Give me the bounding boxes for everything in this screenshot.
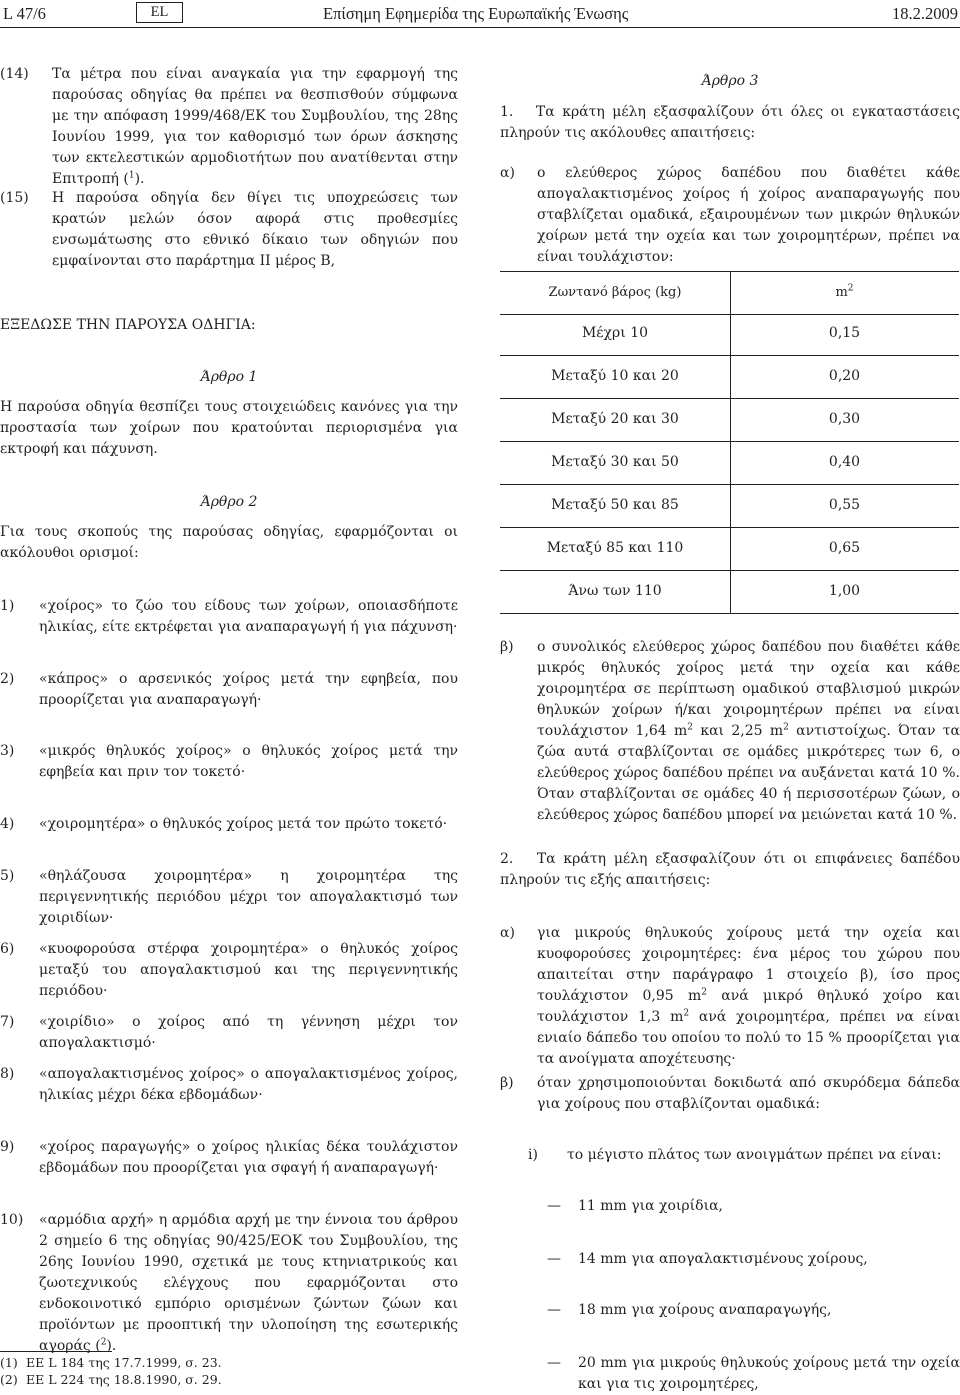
- enacting-formula: ΕΞΕΔΩΣΕ ΤΗΝ ΠΑΡΟΥΣΑ ΟΔΗΓΙΑ:: [0, 317, 256, 333]
- footnote-ref: 1: [128, 170, 135, 181]
- definition-item: 7) «χοιρίδιο» ο χοίρος από τη γέννηση μέχρι τον απογαλακτισμό·: [0, 1014, 458, 1051]
- dash-item: — 18 mm για χοίρους αναπαραγωγής,: [547, 1302, 832, 1318]
- footnote-ref: 2: [100, 1337, 107, 1348]
- point-a: α) ο ελεύθερος χώρος δαπέδου που διαθέτει κάθε απογαλακτισμένος χοίρος ή χοίρος αναπαραγωγής που σταβλίζεται ομαδικά, εξαιρουμένων των μικρών θηλυκών χοίρων μετά την οχεία και των χοιρομητέρων, πρέπει να είναι τουλάχιστον:: [500, 165, 960, 265]
- article-3-paragraph-1: 1. Τα κράτη μέλη εξασφαλίζουν ότι όλες οι εγκαταστάσεις πληρούν τις ακόλουθες απαιτήσεις:: [500, 104, 960, 141]
- publication-date: 18.2.2009: [892, 4, 958, 23]
- recital-15: [0, 188, 458, 272]
- article-2-title: Άρθρο 2: [200, 494, 258, 510]
- point-2a: α) για μικρούς θηλυκούς χοίρους μετά την οχεία και κυοφορούσες χοιρομητέρες: ένα μέρος του χώρου που απαιτείται στην παράγραφο 1 στοιχείο β), ίσο προς τουλάχιστον 0,95 $m^2$ ανά μικρό θηλυκό χοίρο και τουλάχιστον 1,3 $m^2$ ανά χοιρομητέρα, πρέπει να είναι ενιαίο δάπεδο του οποίου το πολύ το 15 % προορίζεται για τα ανοίγματα αποχέτευσης·: [500, 925, 960, 1067]
- article-3-paragraph-2: 2. Τα κράτη μέλη εξασφαλίζουν ότι οι επιφάνειες δαπέδου πληρούν τις εξής απαιτήσεις:: [500, 851, 960, 888]
- dash-item: — 20 mm για μικρούς θηλυκούς χοίρους μετά την οχεία και για τις χοιρομητέρες,: [547, 1355, 960, 1392]
- table-header-row: [500, 271, 959, 315]
- definition-item: 2) «κάπρος» ο αρσενικός χοίρος μετά την εφηβεία, που προορίζεται για αναπαραγωγή·: [0, 671, 458, 708]
- definition-item: 5) «θηλάζουσα χοιρομητέρα» η χοιρομητέρα της περιγεννητικής περιόδου μέχρι τον απογαλακτισμό των χοιριδίων·: [0, 868, 458, 926]
- page-header: [0, 0, 960, 26]
- definition-item: 10) «αρμόδια αρχή» η αρμόδια αρχή με την έννοια του άρθρου 2 σημείο 6 της οδηγίας 90/425/ΕΟΚ του Συμβουλίου, της 26ης Ιουνίου 1990, σχετικά με τους κτηνιατρικούς και ζωοτεχνικούς ελέγχους που εφαρμόζονται στο ενδοκοινοτικό εμπόριο ορισμένων ζώντων ζώων και προϊόντων με προοπτική την υλοποίηση της εσωτερικής αγοράς ($^2$).: [0, 1212, 458, 1354]
- page-number: L 47/6: [3, 4, 46, 23]
- sub-point-i: i) το μέγιστο πλάτος των ανοιγμάτων πρέπει να είναι:: [528, 1147, 942, 1163]
- language-badge: EL: [136, 2, 183, 23]
- header-area: $m^2$: [835, 283, 854, 300]
- recital-text: Τα μέτρα που είναι αναγκαία για την εφαρμογή της παρούσας οδηγίας θα πρέπει να θεσπισθούν σύμφωνα με την απόφαση 1999/468/ΕΚ του Συμβουλίου, της 28ης Ιουνίου 1999, για τον καθορισμό των όρων άσκησης των εκτελεστικών αρμοδιοτήτων που ανατίθενται στην Επιτροπή (: [52, 66, 458, 187]
- definition-item: 1) «χοίρος» το ζώο του είδους των χοίρων, οποιασδήποτε ηλικίας, είτε εκτρέφεται για αναπαραγωγή ή για πάχυνση·: [0, 598, 458, 635]
- header-weight: Ζωντανό βάρος (kg): [548, 285, 682, 300]
- article-3-title: Άρθρο 3: [701, 73, 759, 89]
- table-row: Μέχρι 10 0,15: [500, 313, 959, 356]
- article-1-title: Άρθρο 1: [200, 369, 258, 385]
- dash-item: — 14 mm για απογαλακτισμένους χοίρους,: [547, 1251, 868, 1267]
- point-2b: β) όταν χρησιμοποιούνται δοκιδωτά από σκυρόδεμα δάπεδα για χοίρους που σταβλίζονται ομαδικά:: [500, 1075, 960, 1112]
- recital-text-end: ).: [134, 171, 145, 187]
- table-row: Μεταξύ 10 και 20 0,20: [500, 356, 959, 399]
- recital-14: [0, 64, 458, 190]
- recital-number: (14): [0, 66, 29, 82]
- table-row: Μεταξύ 50 και 85 0,55: [500, 485, 959, 528]
- definition-item: 4) «χοιρομητέρα» ο θηλυκός χοίρος μετά τον πρώτο τοκετό·: [0, 816, 448, 832]
- header-rule: [0, 27, 960, 28]
- definition-item: 3) «μικρός θηλυκός χοίρος» ο θηλυκός χοίρος μετά την εφηβεία και πριν τον τοκετό·: [0, 743, 458, 780]
- publication-title: Επίσημη Εφημερίδα της Ευρωπαϊκής Ένωσης: [323, 4, 629, 23]
- definition-item: 8) «απογαλακτισμένος χοίρος» ο απογαλακτισμένος χοίρος, ηλικίας μέχρι δέκα εβδομάδων·: [0, 1066, 458, 1103]
- definition-item: 6) «κυοφορούσα στέρφα χοιρομητέρα» ο θηλυκός χοίρος μεταξύ του απογαλακτισμού και της περιγεννητικής περιόδου·: [0, 941, 458, 999]
- article-1-text: Η παρούσα οδηγία θεσπίζει τους στοιχειώδεις κανόνες για την προστασία των χοίρων που κρατούνται περιορισμένα για εκτροφή και πάχυνση.: [0, 399, 458, 457]
- footnote-2: (2) ΕΕ L 224 της 18.8.1990, σ. 29.: [0, 1372, 222, 1387]
- footnote-1: (1) ΕΕ L 184 της 17.7.1999, σ. 23.: [0, 1355, 222, 1370]
- article-2-intro: Για τους σκοπούς της παρούσας οδηγίας, εφαρμόζονται οι ακόλουθοι ορισμοί:: [0, 524, 458, 561]
- dash-item: — 11 mm για χοιρίδια,: [547, 1198, 723, 1214]
- table-row: Μεταξύ 85 και 110 0,65: [500, 528, 959, 571]
- footnote-rule: [0, 1351, 112, 1352]
- table-row: Μεταξύ 30 και 50 0,40: [500, 442, 959, 485]
- table-row: Άνω των 110 1,00: [500, 571, 959, 614]
- definition-item: 9) «χοίρος παραγωγής» ο χοίρος ηλικίας δέκα τουλάχιστον εβδομάδων που προορίζεται για σφαγή ή αναπαραγωγή·: [0, 1139, 458, 1176]
- point-b: β) ο συνολικός ελεύθερος χώρος δαπέδου που διαθέτει κάθε μικρός θηλυκός χοίρος μετά την οχεία και κάθε χοιρομητέρα σε περίπτωση ομαδικού σταβλισμού μικρών θηλυκών χοίρων ή/και χοιρομητέρων πρέπει να είναι τουλάχιστον 1,64 $m^2$ και 2,25 $m^2$ αντιστοίχως. Όταν τα ζώα αυτά σταβλίζονται σε ομάδες μικρότερες των 6, ο ελεύθερος χώρος δαπέδου πρέπει να αυξάνεται κατά 10 %. Όταν σταβλίζονται σε ομάδες 40 ή περισσοτέρων ζώων, ο ελεύθερος χώρος δαπέδου μπορεί να μειώνεται κατά 10 %.: [500, 639, 960, 823]
- recital-number: (15): [0, 190, 29, 206]
- table-row: Μεταξύ 20 και 30 0,30: [500, 399, 959, 442]
- recital-text: Η παρούσα οδηγία δεν θίγει τις υποχρεώσεις των κρατών μελών όσον αφορά στις προθεσμίες ενσωμάτωσης στο εθνικό δίκαιο των οδηγιών που εμφαίνονται στο παράρτημα ΙΙ μέρος Β,: [52, 190, 458, 269]
